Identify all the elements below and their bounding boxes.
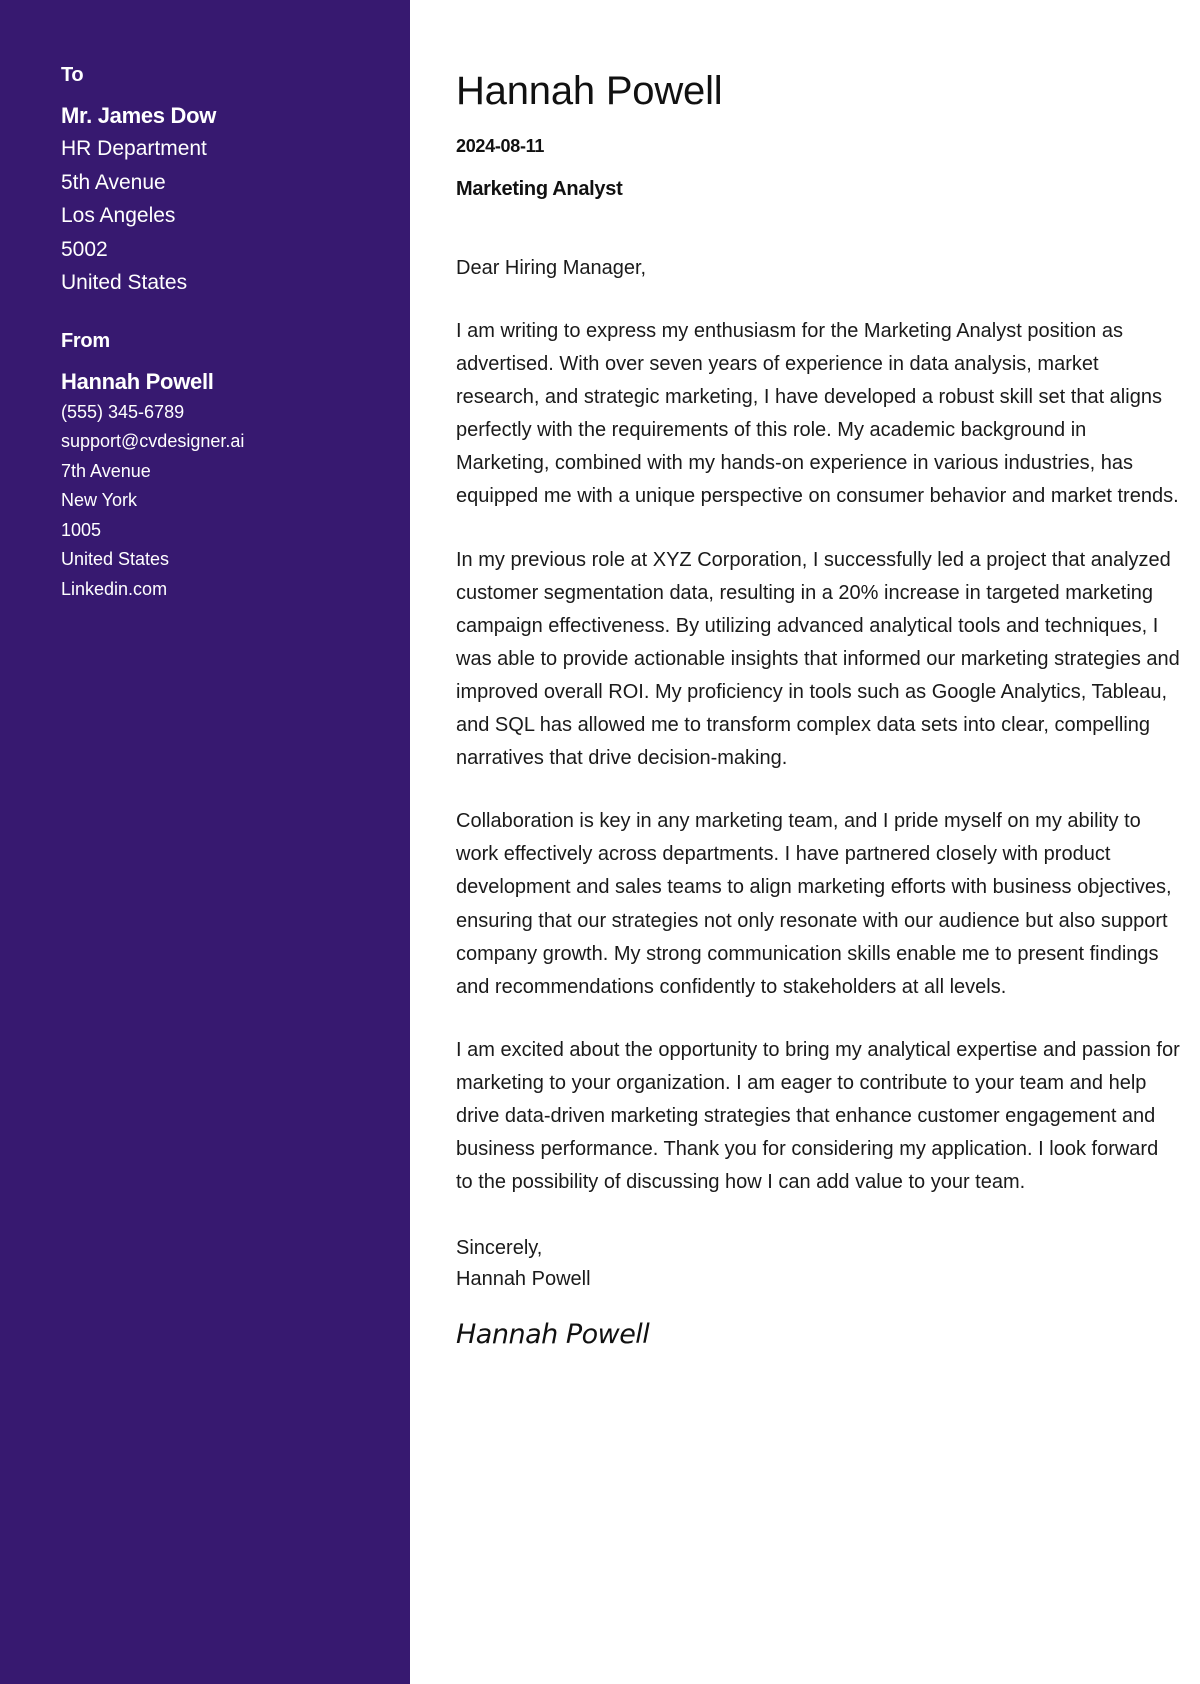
sender-email: support@cvdesigner.ai (61, 431, 245, 452)
sender-street: 7th Avenue (61, 460, 151, 481)
recipient-city: Los Angeles (61, 204, 176, 227)
recipient-street: 5th Avenue (61, 170, 166, 194)
paragraph-intro: I am writing to express my enthusiasm for the Marketing Analyst position as advertised. With over seven years of experience in data analysis, market research, and strategic marketing, I have developed a robust skill set that aligns perfectly with the requirements of this role. My academic background in Marketing, combined with my hands-on experience in various industries, has equipped me with a unique perspective on consumer behavior and market trends. (456, 320, 1179, 508)
recipient-department: HR Department (61, 137, 207, 160)
sender-phone: (555) 345-6789 (61, 401, 185, 422)
letter-date: 2024-08-11 (456, 136, 545, 156)
closing-block (456, 1233, 1180, 1295)
recipient-heading: To (61, 64, 84, 86)
recipient-postcode: 5002 (61, 237, 108, 261)
signature: Hannah Powell (456, 1319, 650, 1351)
sender-name: Hannah Powell (61, 368, 214, 394)
recipient-address (61, 132, 390, 300)
closing-phrase: Sincerely, (456, 1237, 543, 1260)
sender-linkedin: Linkedin.com (61, 579, 168, 600)
sender-block (61, 326, 390, 605)
sender-heading: From (61, 329, 110, 352)
sender-postcode: 1005 (61, 519, 102, 540)
applicant-name: Hannah Powell (456, 69, 723, 113)
salutation: Dear Hiring Manager, (456, 257, 647, 279)
sender-country: United States (61, 549, 170, 570)
sender-city: New York (61, 490, 138, 511)
paragraph-closing: I am excited about the opportunity to bring my analytical expertise and passion for marketing to your organization. I am eager to contribute to your team and help drive data-driven marketing strategies that enhance customer engagement and business performance. Thank you for considering my application. I look forward to the possibility of discussing how I can add value to your team. (456, 1038, 1180, 1194)
sidebar (0, 0, 410, 1684)
letter-body (410, 0, 1200, 1684)
paragraph-experience: In my previous role at XYZ Corporation, I successfully led a project that analyzed customer segmentation data, resulting in a 20% increase in targeted marketing campaign effectiveness. By utilizing advanced analytical tools and techniques, I was able to provide actionable insights that informed our marketing strategies and improved overall ROI. My proficiency in tools such as Google Analytics, Tableau, and SQL has allowed me to transform complex data sets into clear, compelling narratives that drive decision-making. (456, 548, 1180, 770)
recipient-country: United States (61, 271, 188, 294)
paragraph-collaboration: Collaboration is key in any marketing team, and I pride myself on my ability to work effectively across departments. I have partnered closely with product development and sales teams to align marketing efforts with business objectives, ensuring that our strategies not only resonate with our audience but also support company growth. My strong communication skills enable me to present findings and recommendations confidently to stakeholders at all levels. (456, 810, 1172, 998)
closing-name: Hannah Powell (456, 1268, 591, 1291)
position-title: Marketing Analyst (456, 178, 623, 200)
sender-contact (61, 398, 390, 605)
recipient-name: Mr. James Dow (61, 103, 217, 128)
recipient-block (61, 60, 390, 300)
